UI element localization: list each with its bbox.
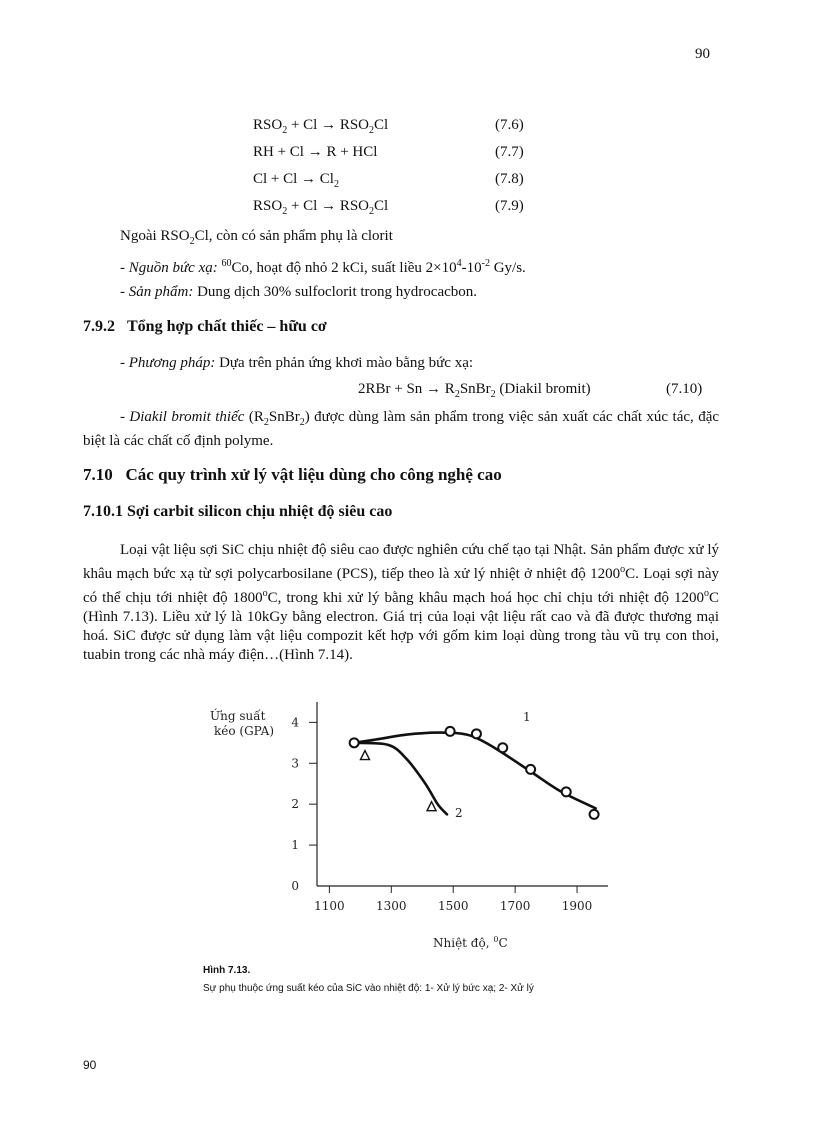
y-tick-label: 3 xyxy=(291,756,299,771)
section-heading-7-10: 7.10 Các quy trình xử lý vật liệu dùng cho công nghệ cao xyxy=(83,465,502,484)
paragraph-method: - Phương pháp: Dựa trên phản ứng khơi mào bằng bức xạ: xyxy=(120,355,474,371)
paragraph-diakil: - Diakil bromit thiếc $(R_2SnBr_2)$ được dùng làm sản phẩm trong việc sản xuất các chất xúc tác, đặc biệt là các chất cố định polyme. xyxy=(83,409,720,449)
series-1-point xyxy=(498,743,507,752)
series-1-curve xyxy=(354,733,595,809)
section-heading-7-10-1: 7.10.1 Sợi carbit silicon chịu nhiệt độ siêu cao xyxy=(83,503,393,520)
paragraph-sic: Loại vật liệu sợi SiC chịu nhiệt độ siêu cao được nghiên cứu chế tạo tại Nhật. Sản phẩm được xử lý khâu mạch bức xạ từ sợi polycarbosilane (PCS), tiếp theo là xử lý nhiệt ở nhiệt độ 1200$^o$C. Loại sợi này có thể chịu tới nhiệt độ 1800$^o$C, trong khi xử lý bằng khâu mạch hoá học chỉ chịu tới nhiệt độ 1200$^o$C (Hình 7.13). Liều xử lý là 10kGy bằng electron. Giá trị của loại vật liệu rất cao và đã được thương mại hoá. SiC được sử dụng làm vật liệu compozit kết hợp với gốm kim loại dùng trong tàu vũ trụ con thoi, tuabin trong các nhà máy điện…(Hình 7.14). xyxy=(83,542,719,663)
equation-7-9: $RSO_2 + Cl \to RSO_2Cl$ xyxy=(253,198,389,217)
x-tick-label: 1300 xyxy=(376,899,407,913)
series-label-2: 2 xyxy=(455,806,463,820)
equation-number: (7.8) xyxy=(495,171,524,187)
figure-caption-text: Sự phụ thuộc ứng suất kéo của SiC vào nhiệt độ: 1- Xử lý bức xạ; 2- Xử lý xyxy=(203,983,534,994)
paragraph-byproduct: Ngoài $RSO_2Cl$, còn có sản phẩm phụ là clorit xyxy=(120,228,393,247)
y-tick-label: 4 xyxy=(291,715,299,730)
x-tick-label: 1100 xyxy=(314,899,345,913)
figure-caption-title: Hình 7.13. xyxy=(203,965,251,976)
series-1-point xyxy=(446,727,455,736)
figure-7-13 xyxy=(203,676,616,956)
equation-7-6: $RSO_2 + Cl \to RSO_2Cl$ xyxy=(253,117,389,136)
x-tick-label: 1700 xyxy=(499,899,531,913)
series-1-point xyxy=(562,787,571,796)
equation-7-7: RH + Cl → R + HCl xyxy=(253,144,378,160)
y-axis-label-line2: kéo (GPA) xyxy=(214,724,274,738)
x-tick-label: 1900 xyxy=(561,899,593,913)
series-label-1: 1 xyxy=(523,710,531,724)
y-tick-label: 1 xyxy=(291,838,299,853)
page-number-top: 90 xyxy=(695,46,710,62)
series-2-point xyxy=(360,751,369,760)
equation-7-8: $Cl + Cl \to Cl_2$ xyxy=(253,171,339,190)
series-1-point xyxy=(590,810,599,819)
series-1-point xyxy=(472,729,481,738)
x-tick-label: 1500 xyxy=(437,899,469,913)
series-1-point xyxy=(526,765,535,774)
x-axis-label: Nhiệt độ, $^0$C xyxy=(433,935,508,950)
y-tick-label: 2 xyxy=(291,797,299,812)
paragraph-product: - Sản phẩm: Dung dịch 30% sulfoclorit trong hydrocacbon. xyxy=(120,284,478,300)
series-1-point xyxy=(350,738,359,747)
page-number-bottom: 90 xyxy=(83,1058,97,1072)
y-axis-label-line1: Ứng suất xyxy=(210,709,266,723)
equation-number: (7.7) xyxy=(495,144,524,160)
tensile-strength-chart xyxy=(203,676,616,956)
equation-7-10: $2RBr + Sn \to R_2SnBr_2$ (Diakil bromit) xyxy=(358,381,591,400)
y-tick-label: 0 xyxy=(291,879,299,893)
section-heading-7-9-2: 7.9.2 Tổng hợp chất thiếc – hữu cơ xyxy=(83,318,327,335)
equation-number: (7.10) xyxy=(666,381,703,397)
series-2-point xyxy=(427,802,436,811)
equation-number: (7.9) xyxy=(495,198,524,214)
paragraph-radiation-source: - Nguồn bức xạ: $^{60}$Co, hoạt độ nhỏ 2 kCi, suất liều $2\times 10^4-10^{-2}$ Gy/s. xyxy=(120,258,526,276)
equation-number: (7.6) xyxy=(495,117,524,133)
